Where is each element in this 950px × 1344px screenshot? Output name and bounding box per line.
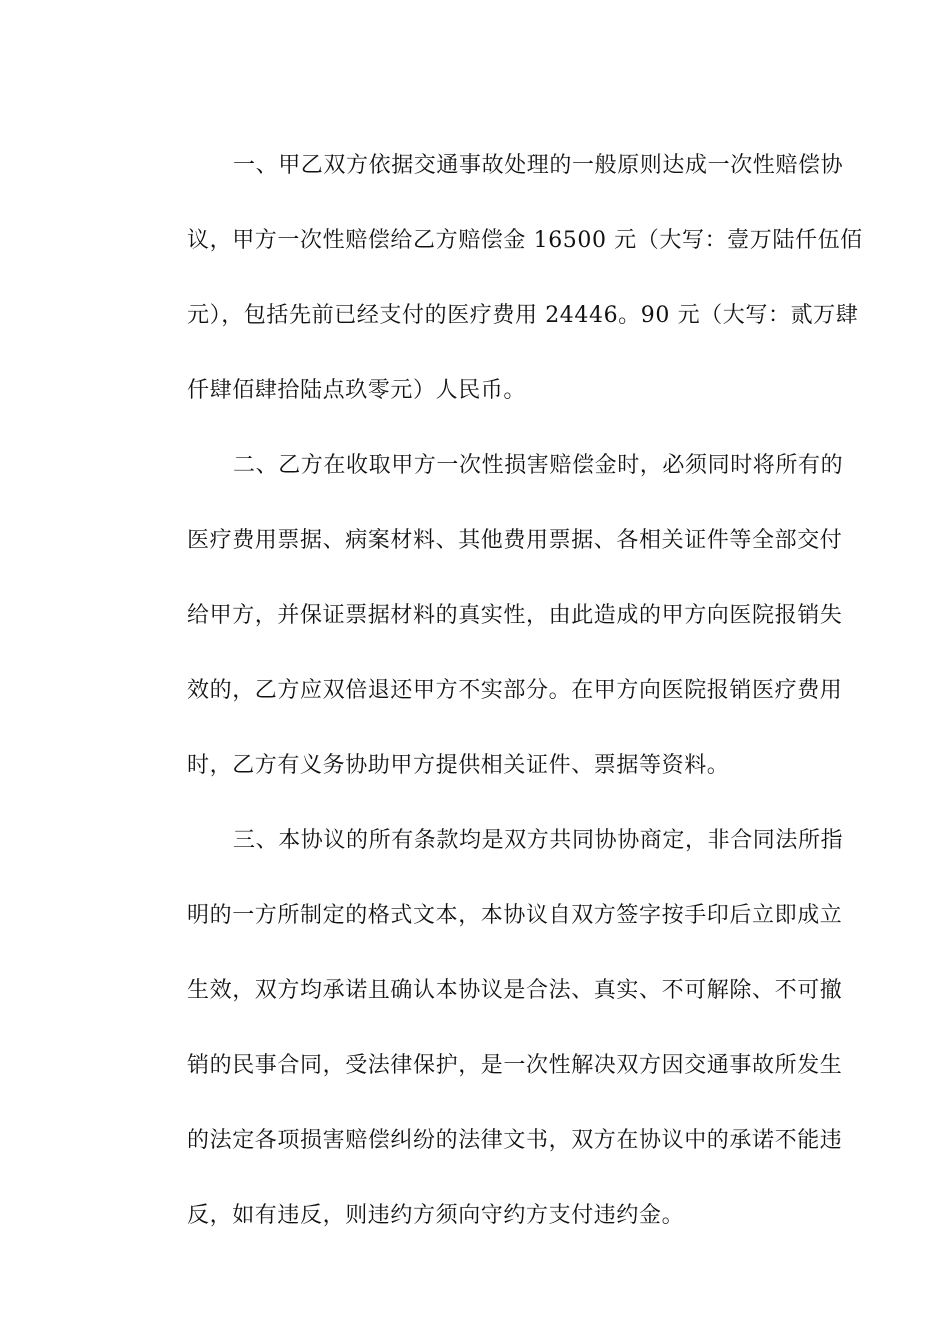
clause-1-line-2: 议，甲方一次性赔偿给乙方赔偿金 16500 元（大写：壹万陆仟伍佰 xyxy=(187,228,863,253)
clause-3-line-4: 销的民事合同，受法律保护，是一次性解决双方因交通事故所发生 xyxy=(187,1053,843,1078)
clause-2 xyxy=(143,428,844,803)
clause-2-line-2: 医疗费用票据、病案材料、其他费用票据、各相关证件等全部交付 xyxy=(187,528,843,553)
clause-2-line-3: 给甲方，并保证票据材料的真实性，由此造成的甲方向医院报销失 xyxy=(187,603,843,628)
clause-3-line-5: 的法定各项损害赔偿纠纷的法律文书，双方在协议中的承诺不能违 xyxy=(187,1128,843,1153)
clause-3-line-2: 明的一方所制定的格式文本，本协议自双方签字按手印后立即成立 xyxy=(187,903,843,928)
clause-2-line-5: 时，乙方有义务协助甲方提供相关证件、票据等资料。 xyxy=(187,753,730,778)
agreement-body xyxy=(143,128,863,1253)
clause-3-line-6: 反，如有违反，则违约方须向守约方支付违约金。 xyxy=(187,1203,685,1228)
clause-3-line-1: 三、本协议的所有条款均是双方共同协协商定，非合同法所指 xyxy=(233,828,844,853)
clause-2-line-4: 效的，乙方应双倍退还甲方不实部分。在甲方向医院报销医疗费用 xyxy=(187,678,843,703)
clause-1-line-3: 元），包括先前已经支付的医疗费用 24446。90 元（大写：贰万肆 xyxy=(187,303,859,328)
clause-2-line-1: 二、乙方在收取甲方一次性损害赔偿金时，必须同时将所有的 xyxy=(233,453,844,478)
clause-3-line-3: 生效，双方均承诺且确认本协议是合法、真实、不可解除、不可撤 xyxy=(187,978,843,1003)
clause-1 xyxy=(143,128,863,428)
clause-1-line-4: 仟肆佰肆拾陆点玖零元）人民币。 xyxy=(187,378,527,403)
clause-3 xyxy=(143,803,844,1253)
clause-1-line-1: 一、甲乙双方依据交通事故处理的一般原则达成一次性赔偿协 xyxy=(233,153,844,178)
